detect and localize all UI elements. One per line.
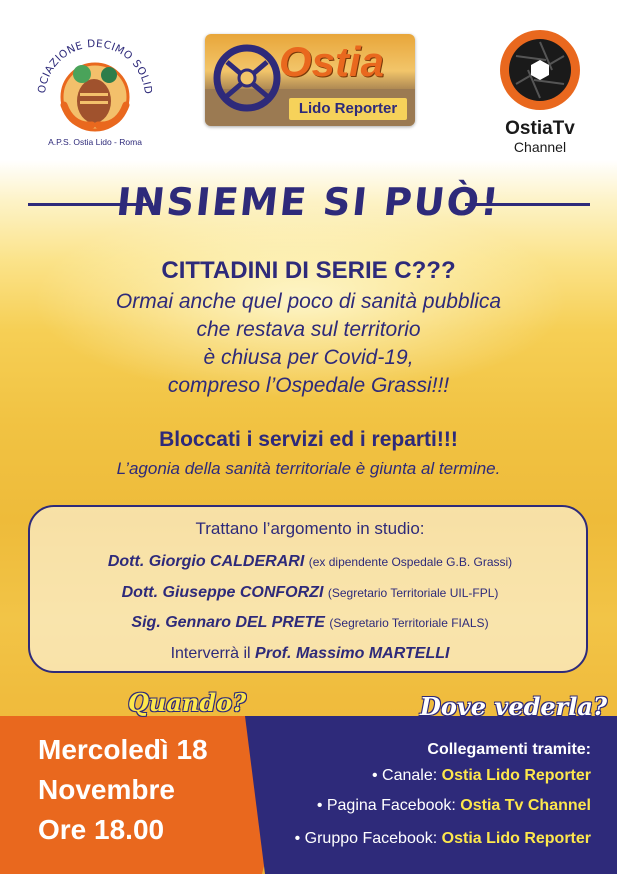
guest-row (30, 614, 590, 632)
guest-name: Sig. Gennaro DEL PRETE (131, 614, 325, 631)
where-label: Dove vederla? (420, 692, 608, 721)
guest-role: (ex dipendente Ospedale G.B. Grassi) (308, 555, 513, 569)
where-item (317, 797, 591, 815)
when-label: Quando? (128, 688, 247, 717)
intervention-row (30, 645, 590, 663)
intervention-prefix: Interverrà il (170, 645, 251, 662)
guest-role: (Segretario Territoriale FIALS) (329, 616, 489, 630)
tv-logo-name: OstiaTv (505, 118, 575, 139)
block2-title: Bloccati i servizi ed i reparti!!! (159, 428, 458, 451)
intro-line: compreso l’Ospedale Grassi!!! (167, 374, 450, 397)
intervention-name: Prof. Massimo MARTELLI (255, 645, 450, 662)
association-emblem-icon (30, 25, 160, 155)
block2-subtitle: L’agonia della sanità territoriale è giunta al termine. (116, 459, 501, 478)
where-item-prefix: • Canale: (371, 767, 438, 784)
headline: INSIEME SI PUÒ! (114, 180, 503, 224)
where-item-prefix: • Pagina Facebook: (316, 797, 456, 814)
intro-line: che restava sul territorio (196, 318, 421, 341)
association-subtitle: A.P.S. Ostia Lido - Roma (48, 137, 142, 147)
ostia-logo-subtitle: Lido Reporter (289, 98, 407, 120)
guest-role: (Segretario Territoriale UIL-FPL) (327, 586, 499, 600)
guest-row (30, 584, 590, 602)
association-arc-text: OCIAZIONE DECIMO SOLID (36, 37, 155, 95)
intro-title: CITTADINI DI SERIE C??? (161, 257, 456, 284)
guest-name: Dott. Giuseppe CONFORZI (121, 584, 324, 601)
guests-panel (28, 505, 588, 673)
where-item-value: Ostia Lido Reporter (441, 830, 591, 847)
where-item-value: Ostia Tv Channel (460, 797, 591, 814)
ostia-logo-title: Ostia (279, 38, 385, 85)
guests-intro: Trattano l’argomento in studio: (195, 519, 425, 538)
ostiatv-logo (490, 28, 590, 158)
camera-shutter-icon (490, 28, 590, 112)
where-item-value: Ostia Lido Reporter (441, 767, 591, 784)
when-time: Ore 18.00 (38, 814, 165, 845)
guest-name: Dott. Giorgio CALDERARI (107, 553, 305, 570)
where-item (372, 767, 591, 785)
ostia-lido-reporter-logo (205, 34, 415, 126)
when-month: Novembre (38, 774, 175, 805)
where-heading: Collegamenti tramite: (427, 741, 591, 758)
intro-line: è chiusa per Covid-19, (203, 346, 414, 369)
when-date: Mercoledì 18 (38, 734, 208, 765)
intro-line: Ormai anche quel poco di sanità pubblica (115, 290, 502, 313)
guest-row (30, 553, 590, 571)
tv-logo-channel: Channel (513, 139, 567, 155)
where-item (295, 830, 591, 848)
where-item-prefix: • Gruppo Facebook: (294, 830, 438, 847)
association-logo (30, 25, 160, 155)
